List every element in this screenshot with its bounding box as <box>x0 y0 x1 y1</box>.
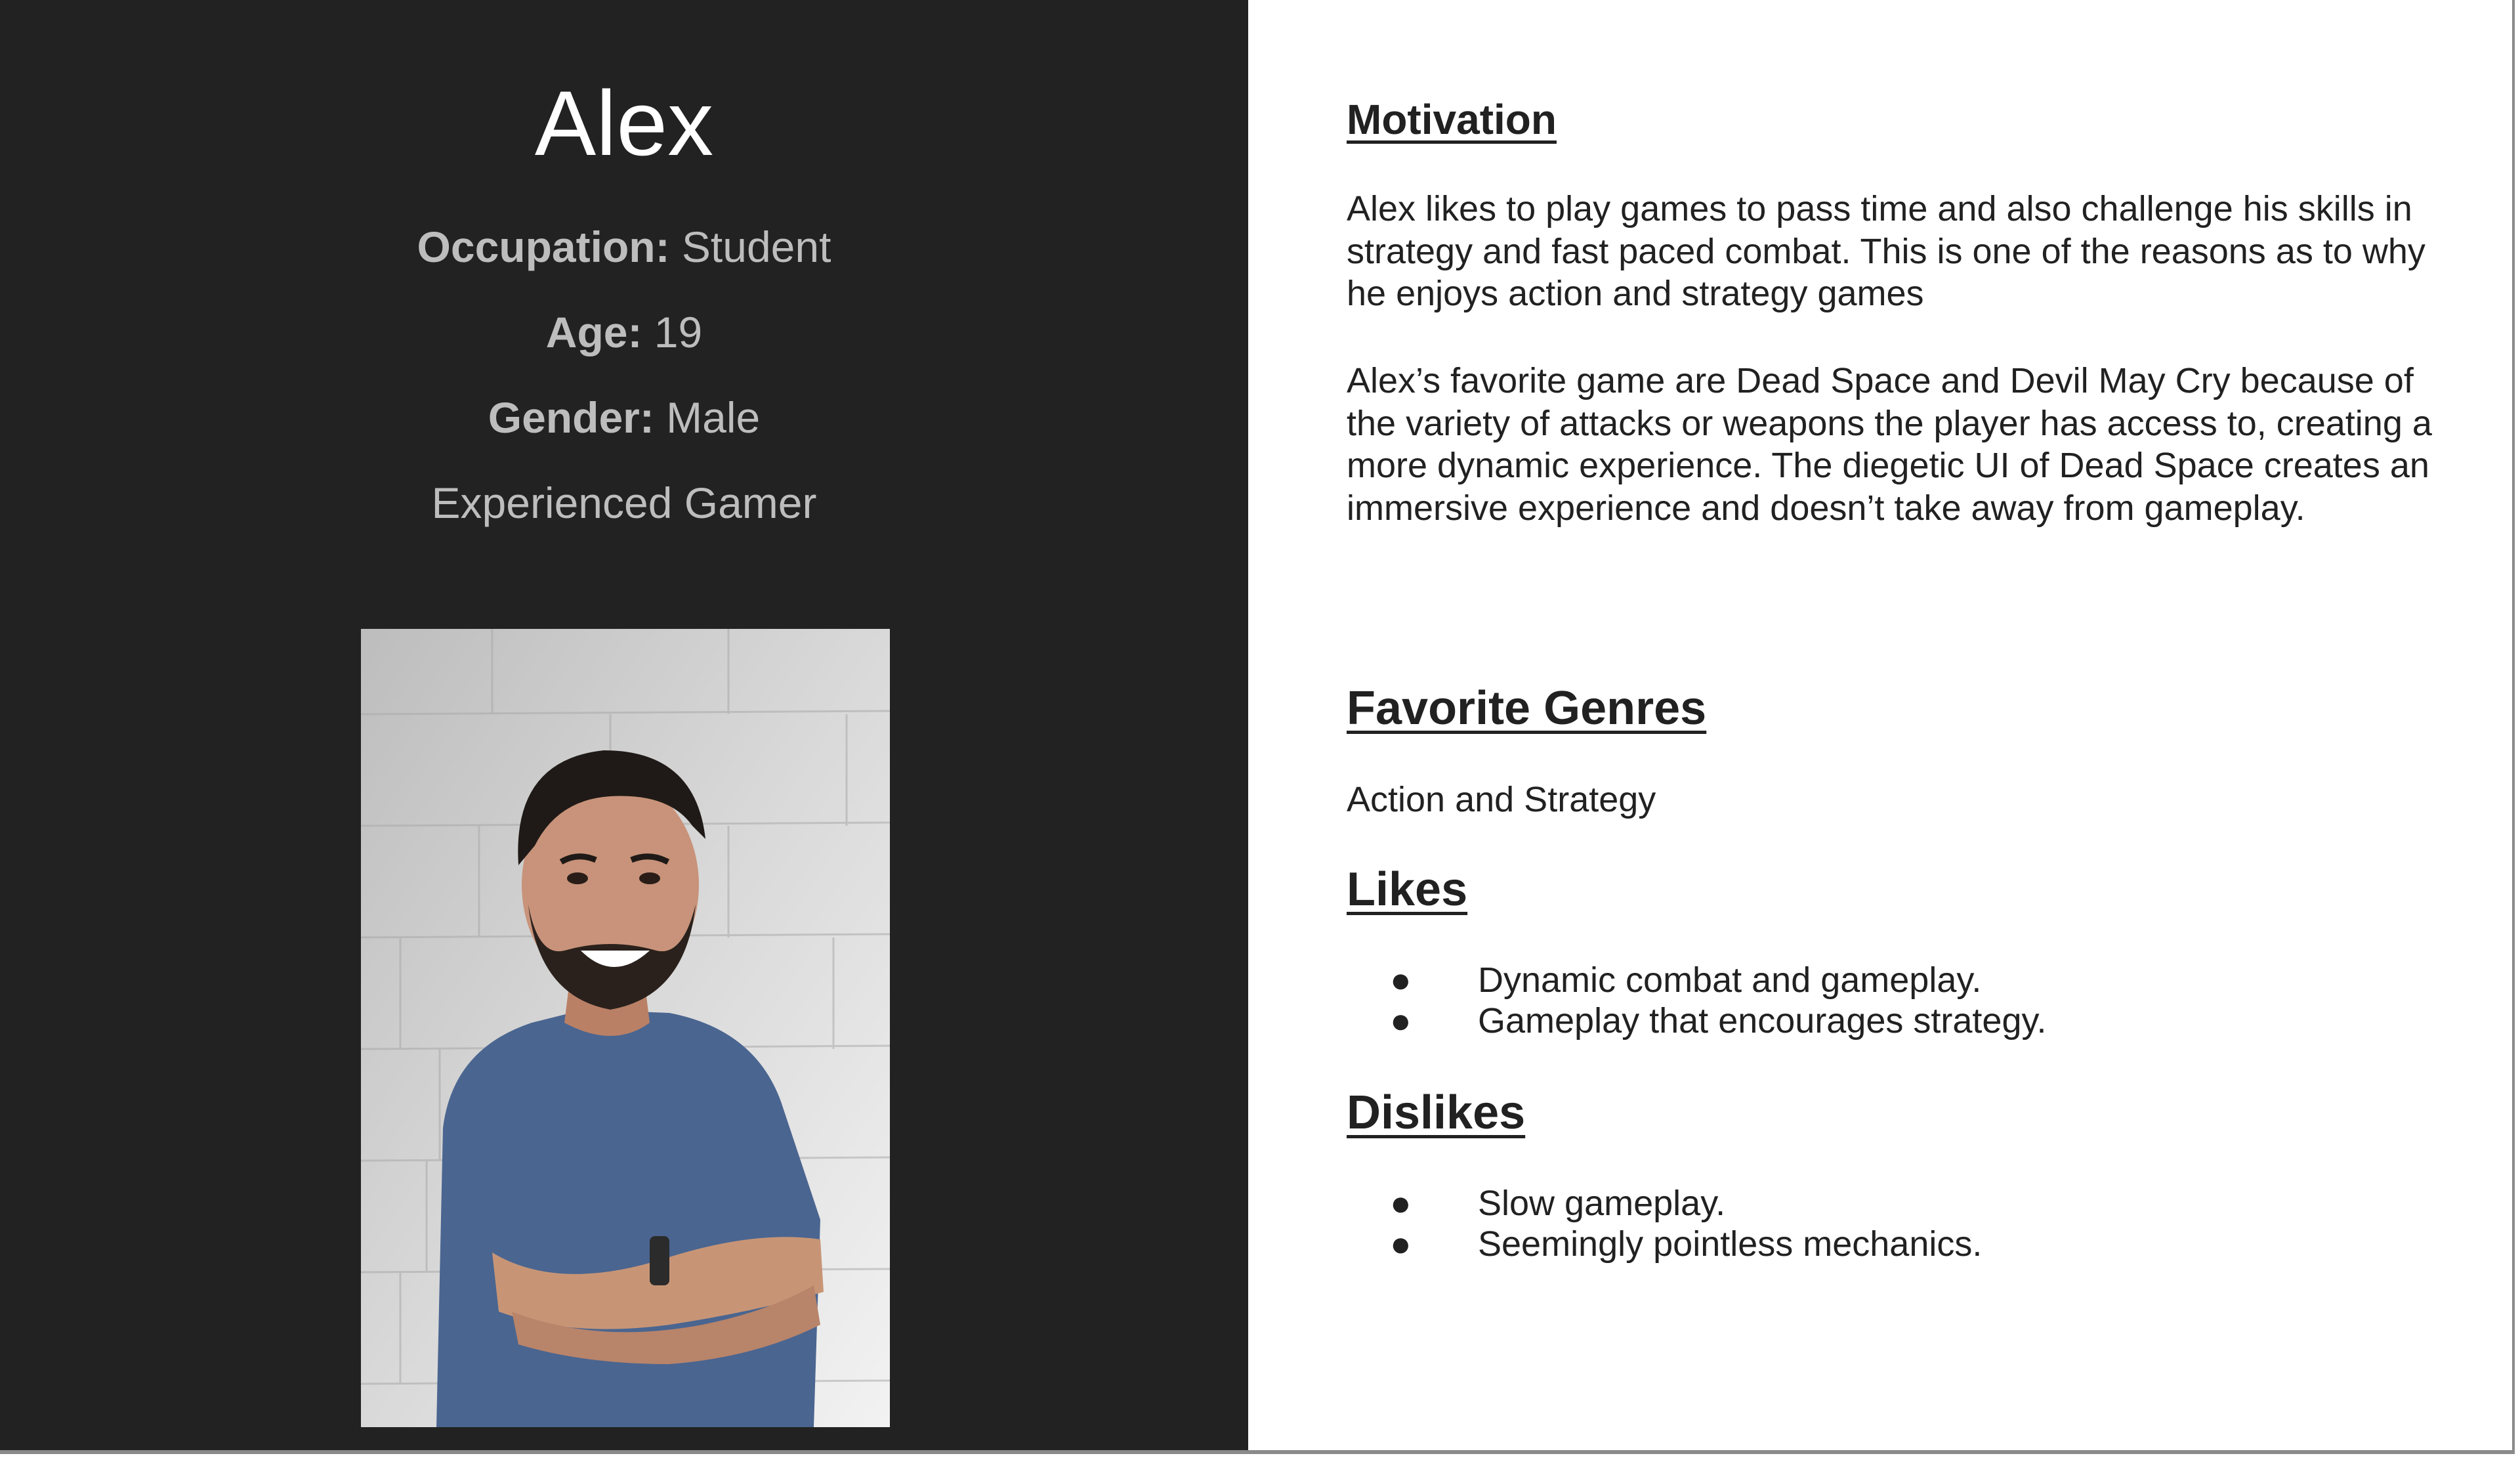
list-item <box>1347 1000 2046 1041</box>
list-item-text: Slow gameplay. <box>1478 1184 1726 1223</box>
occupation-value: Student <box>681 223 831 271</box>
occupation-line <box>0 221 1248 273</box>
age-value: 19 <box>654 308 703 356</box>
dislikes-list <box>1347 1183 1982 1264</box>
gender-line <box>0 391 1248 444</box>
genres-text: Action and Strategy <box>1347 780 1656 819</box>
bullet-icon: ● <box>1390 960 1412 1000</box>
gender-label: Gender: <box>488 393 654 442</box>
persona-name: Alex <box>534 72 714 175</box>
age-label: Age: <box>545 308 642 356</box>
list-item-text: Gameplay that encourages strategy. <box>1478 1001 2047 1040</box>
details-panel <box>1248 0 2512 1450</box>
motivation-paragraph-2: Alex’s favorite game are Dead Space and Devil May Cry because of the variety of attacks or weapons the player has access to, creating a more dynamic experience. The diegetic UI of Dead Space creates an immersive experience and doesn’t take away from gameplay. <box>1347 361 2432 528</box>
bullet-icon: ● <box>1390 1184 1412 1223</box>
bullet-icon: ● <box>1390 1001 1412 1040</box>
gamer-tagline: Experienced Gamer <box>431 479 817 527</box>
genres-heading: Favorite Genres <box>1347 682 1707 735</box>
profile-panel <box>0 0 1248 1450</box>
likes-heading: Likes <box>1347 863 1468 916</box>
motivation-heading: Motivation <box>1347 96 1557 143</box>
list-item-text: Seemingly pointless mechanics. <box>1478 1224 1983 1264</box>
list-item <box>1347 1224 1982 1264</box>
list-item <box>1347 960 2046 1000</box>
occupation-label: Occupation: <box>417 223 670 271</box>
list-item <box>1347 1183 1982 1224</box>
list-item-text: Dynamic combat and gameplay. <box>1478 960 1982 1000</box>
dislikes-heading: Dislikes <box>1347 1086 1526 1139</box>
motivation-paragraph-1: Alex likes to play games to pass time and also challenge his skills in strategy and fast paced combat. This is one of the reasons as to why he enjoys action and strategy games <box>1347 189 2426 313</box>
age-line <box>0 306 1248 358</box>
persona-photo <box>361 629 890 1427</box>
bullet-icon: ● <box>1390 1224 1412 1264</box>
gender-value: Male <box>666 393 761 442</box>
likes-list <box>1347 960 2046 1041</box>
